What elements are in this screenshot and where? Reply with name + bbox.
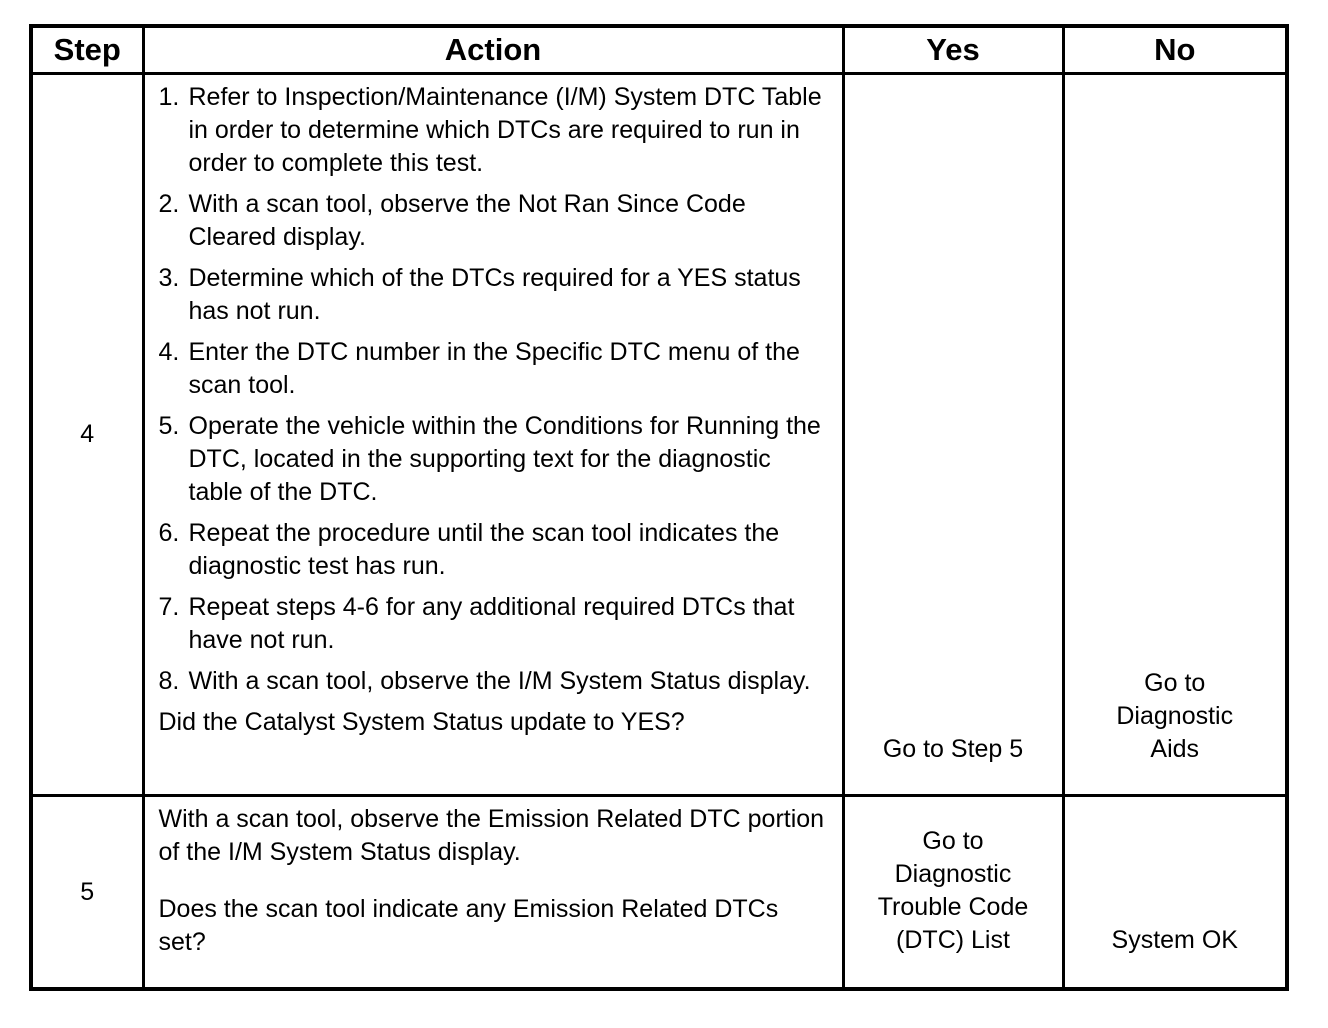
table-row [31,74,1287,796]
item-text: Determine which of the DTCs required for a YES status has not run. [188,264,801,325]
action-cell [143,74,843,796]
item-number: 7. [158,593,180,621]
no-cell [1063,796,1287,990]
list-item [159,665,828,698]
list-item [159,591,828,657]
table-row [31,796,1287,990]
no-line: Go to [1144,669,1206,697]
action-cell [143,796,843,990]
item-text: Enter the DTC number in the Specific DTC menu of the scan tool. [188,338,800,399]
item-number: 6. [158,519,180,547]
item-text: Repeat the procedure until the scan tool indicates the diagnostic test has run. [188,519,780,580]
header-step: Step [31,26,143,74]
question-text: Did the Catalyst System Status update to YES? [158,708,685,736]
diagnostic-table [29,24,1289,991]
yes-line: Go to [922,827,984,855]
question-text: Does the scan tool indicate any Emission Related DTCs set? [158,895,779,956]
list-item [159,262,828,328]
item-number: 1. [158,83,180,111]
yes-line: Trouble Code [877,893,1029,921]
item-number: 4. [158,338,180,366]
list-item [159,188,828,254]
item-text: With a scan tool, observe the Not Ran Since Code Cleared display. [188,190,746,251]
yes-line: (DTC) List [896,926,1010,954]
list-item [159,336,828,402]
item-number: 8. [158,667,180,695]
header-yes: Yes [843,26,1063,74]
no-line: Diagnostic [1116,702,1234,730]
instruction-text: With a scan tool, observe the Emission Related DTC portion of the I/M System Status display. [158,805,825,866]
yes-line: Go to Step 5 [882,735,1024,763]
item-number: 3. [158,264,180,292]
yes-cell [843,796,1063,990]
item-number: 2. [158,190,180,218]
no-line: Aids [1150,735,1200,763]
item-number: 5. [158,412,180,440]
item-text: With a scan tool, observe the I/M System Status display. [188,667,811,695]
item-text: Refer to Inspection/Maintenance (I/M) System DTC Table in order to determine which DTCs are required to run in order to complete this test. [188,83,822,177]
no-cell [1063,74,1287,796]
yes-line: Diagnostic [894,860,1012,888]
list-item [159,517,828,583]
item-text: Repeat steps 4-6 for any additional required DTCs that have not run. [188,593,795,654]
header-action: Action [143,26,843,74]
item-text: Operate the vehicle within the Conditions for Running the DTC, located in the supporting text for the diagnostic table of the DTC. [188,412,821,506]
instruction-list [159,81,828,698]
header-row [31,26,1287,74]
yes-cell [843,74,1063,796]
step-number: 5 [31,796,143,990]
list-item [159,410,828,509]
header-no: No [1063,26,1287,74]
step-number: 4 [31,74,143,796]
list-item [159,81,828,180]
no-line: System OK [1111,926,1238,954]
